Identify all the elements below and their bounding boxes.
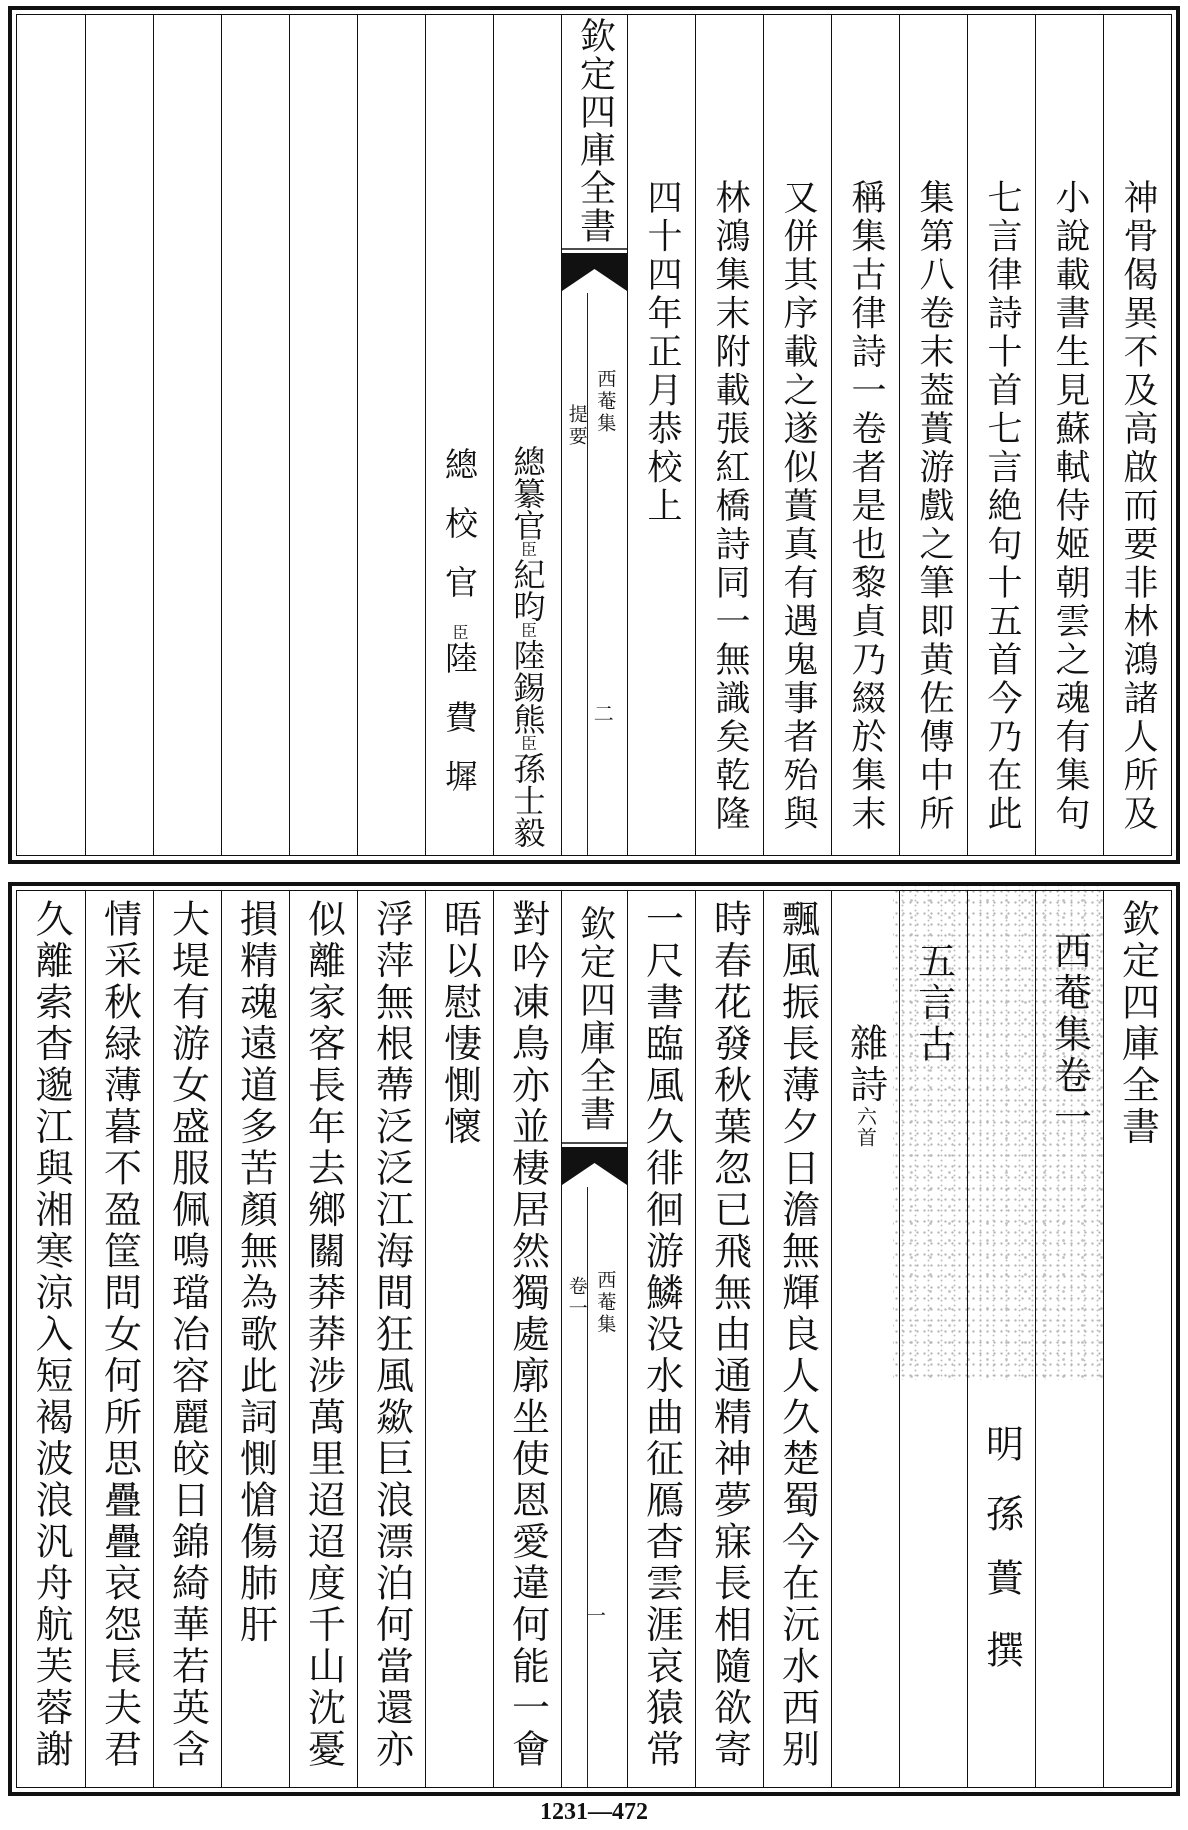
poem-line: 時春花發秋葉忽已飛無由通精神夢寐長相隨欲寄 xyxy=(707,899,752,1771)
poem-line: 情采秋緑薄暮不盈筐問女何所思疊疊哀怨長夫君 xyxy=(97,899,142,1771)
blank-column xyxy=(17,15,85,855)
text-column xyxy=(357,891,425,1787)
band-title: 欽定四庫全書 xyxy=(574,905,616,1133)
poem-line: 似離家客長年去鄉關莽莽涉萬里迢迢度千山沈憂 xyxy=(301,899,346,1771)
text-column xyxy=(831,15,899,855)
center-band xyxy=(561,15,627,855)
fold-line xyxy=(587,293,588,855)
band-book-name: 西菴集 xyxy=(594,1270,617,1336)
compiler-credit xyxy=(508,445,547,848)
abstract-text: 又併其序載之遂似蕢真有遇鬼事者殆與 xyxy=(778,179,818,834)
author-dynasty: 明 xyxy=(979,1424,1024,1466)
credit-honorific: 臣 xyxy=(518,735,538,752)
upper-leaf-frame xyxy=(8,6,1180,864)
poem-line: 對吟凍鳥亦並棲居然獨處廓坐使恩愛違何能一會 xyxy=(505,899,550,1771)
header-column xyxy=(1103,891,1171,1787)
poem-line: 久離索杳邈江與湘寒涼入短褐波浪汎舟航芙蓉謝 xyxy=(29,899,73,1771)
band-section: 提要 xyxy=(565,404,588,448)
author-column xyxy=(967,891,1035,1787)
credit-name: 孫士毅 xyxy=(508,752,547,848)
credit-name: 陸費墀 xyxy=(440,641,479,818)
author-role: 撰 xyxy=(979,1630,1024,1672)
proofreader-column xyxy=(425,15,493,855)
blank-column xyxy=(153,15,221,855)
band-page-number: 一 xyxy=(582,1605,607,1625)
collection-title: 欽定四庫全書 xyxy=(1115,899,1160,1148)
text-column xyxy=(1035,15,1103,855)
blank-column xyxy=(289,15,357,855)
fishtail-mark xyxy=(562,247,627,293)
blank-column xyxy=(221,15,289,855)
text-column xyxy=(289,891,357,1787)
text-column xyxy=(763,15,831,855)
abstract-text: 稱集古律詩一卷者是也黎貞乃綴於集末 xyxy=(846,179,886,834)
text-column xyxy=(763,891,831,1787)
abstract-text: 神骨偈異不及高啟而要非林鴻諸人所及 xyxy=(1118,179,1158,834)
text-column xyxy=(627,891,695,1787)
poem-title-text: 雜詩 xyxy=(843,1023,888,1106)
text-column xyxy=(1103,15,1171,855)
proofreader-credit xyxy=(440,447,479,818)
credit-name: 紀昀 xyxy=(508,558,547,622)
text-column xyxy=(425,891,493,1787)
text-column xyxy=(967,15,1035,855)
poem-title-column xyxy=(831,891,899,1787)
text-column xyxy=(695,891,763,1787)
text-column xyxy=(695,15,763,855)
credit-honorific: 臣 xyxy=(450,624,469,641)
blank-column xyxy=(357,15,425,855)
credit-honorific: 臣 xyxy=(518,622,538,639)
band-page-number: 二 xyxy=(590,703,615,723)
text-column xyxy=(85,891,153,1787)
text-column xyxy=(493,891,561,1787)
abstract-text: 七言律詩十首七言絶句十五首今乃在此 xyxy=(982,179,1022,834)
volume-title: 西菴集卷一 xyxy=(1047,931,1092,1139)
text-column xyxy=(221,891,289,1787)
volume-title-column xyxy=(1035,891,1103,1787)
lower-leaf-grid xyxy=(16,890,1172,1788)
page-reference: 1231—472 xyxy=(540,1799,648,1825)
credit-name: 陸錫熊 xyxy=(508,639,547,735)
poem-line: 損精魂遠道多苦顏無為歌此詞惻愴傷肺肝 xyxy=(233,899,278,1646)
band-book-name: 西菴集 xyxy=(594,369,617,435)
lower-leaf-frame xyxy=(8,882,1180,1796)
poem-line: 浮萍無根蔕泛泛江海間狂風歘巨浪漂泊何當還亦 xyxy=(369,899,414,1771)
fishtail-mark xyxy=(562,1141,627,1187)
poem-title xyxy=(843,1023,888,1148)
compiler-column xyxy=(493,15,561,855)
blank-column xyxy=(85,15,153,855)
poem-line: 飄風振長薄夕日澹無輝良人久楚蜀今在沅水西别 xyxy=(775,899,820,1771)
center-band xyxy=(561,891,627,1787)
text-column xyxy=(17,891,85,1787)
abstract-text: 集第八卷末葢蕢游戲之筆即黄佐傳中所 xyxy=(914,179,954,834)
credit-title: 總纂官 xyxy=(508,445,547,541)
band-title: 欽定四庫全書 xyxy=(574,17,616,245)
credit-honorific: 臣 xyxy=(518,541,538,558)
poem-line: 一尺書臨風久徘徊游鱗没水曲征鴈杳雲涯哀猿常 xyxy=(639,899,684,1771)
text-column xyxy=(153,891,221,1787)
poem-count-note: 六首 xyxy=(853,1106,878,1148)
date-column xyxy=(627,15,695,855)
poem-line: 晤以慰悽惻懷 xyxy=(437,899,482,1148)
poem-line: 大堤有游女盛服佩鳴璫冶容麗皎日錦綺華若英含 xyxy=(165,899,210,1771)
abstract-text: 小說載書生見蘇軾侍姬朝雲之魂有集句 xyxy=(1050,179,1090,834)
genre-column xyxy=(899,891,967,1787)
author-name: 孫蕢 xyxy=(979,1494,1024,1622)
genre-heading: 五言古 xyxy=(911,941,956,1066)
abstract-text: 林鴻集末附載張紅橋詩同一無識矣乾隆 xyxy=(710,179,750,834)
credit-title: 總校官 xyxy=(440,447,479,624)
band-section: 卷一 xyxy=(565,1276,588,1320)
text-column xyxy=(899,15,967,855)
collation-date: 四十四年正月恭校上 xyxy=(642,179,682,526)
upper-leaf-grid xyxy=(16,14,1172,856)
